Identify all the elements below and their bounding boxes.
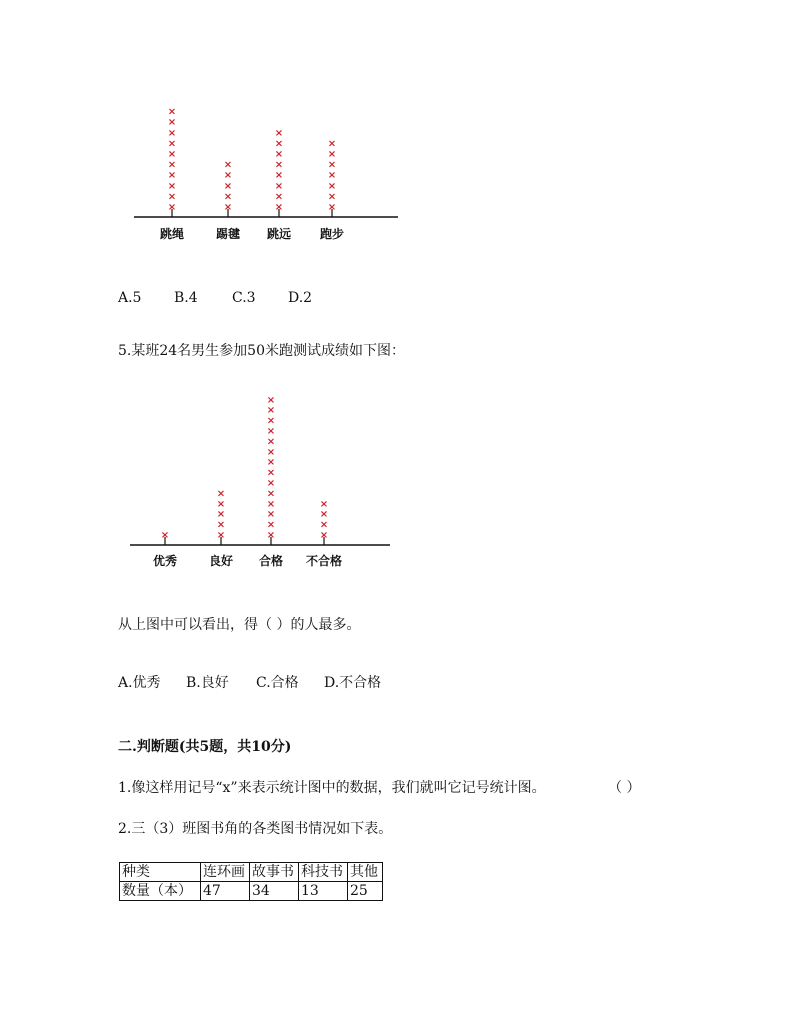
chart1-marker: ×: [327, 159, 337, 171]
chart2-marker: ×: [160, 530, 170, 541]
section2-q1-answer-blank[interactable]: （ ）: [608, 780, 641, 796]
chart2-marker: ×: [266, 478, 276, 489]
chart2-category-label: 优秀: [152, 554, 178, 568]
q4-option-b[interactable]: B.4: [174, 290, 198, 306]
chart2-marker: ×: [319, 498, 329, 510]
table-cell: 连环画: [201, 863, 250, 882]
chart2-category-label: 合格: [258, 554, 284, 568]
table-cell: 数量（本）: [120, 882, 201, 901]
chart2-marker: ×: [266, 436, 276, 448]
chart2-marker: ×: [266, 457, 276, 469]
chart1-marker: ×: [167, 149, 177, 160]
chart1-marker: ×: [327, 180, 337, 192]
q4-option-c[interactable]: C.3: [232, 290, 256, 306]
chart2-category-label: 良好: [208, 554, 234, 568]
chart1-marker: ×: [167, 180, 177, 192]
table-header-row: [120, 863, 383, 882]
chart2-marker: ×: [319, 530, 329, 541]
table-row: [120, 882, 383, 901]
chart1-marker: ×: [167, 202, 177, 213]
chart1-marker: ×: [167, 127, 177, 139]
chart2-category-label: 不合格: [305, 554, 343, 568]
chart1-marker: ×: [223, 191, 233, 203]
chart1-marker: ×: [167, 170, 177, 182]
chart1-marker: ×: [327, 170, 337, 182]
chart1-marker: ×: [223, 159, 233, 171]
q5-option-d[interactable]: D.不合格: [324, 675, 382, 691]
chart1-marker: ×: [327, 191, 337, 203]
chart2-marker: ×: [266, 519, 276, 531]
section2-q1: 1.像这样用记号“x”来表示统计图中的数据，我们就叫它记号统计图。: [118, 780, 546, 796]
chart2-marker: ×: [266, 405, 276, 417]
chart1-marker: ×: [327, 202, 337, 213]
chart2-marker: ×: [216, 530, 226, 541]
book-table: [119, 862, 383, 901]
chart1-marker: ×: [274, 127, 284, 139]
chart1-marker: ×: [274, 180, 284, 192]
chart1-category-label: 跳远: [266, 227, 292, 241]
chart1-marker: ×: [274, 138, 284, 150]
chart1-marker: ×: [274, 191, 284, 203]
table-cell: 13: [299, 882, 348, 901]
chart2-marker: ×: [266, 415, 276, 427]
chart1-marker: ×: [327, 138, 337, 150]
table-cell: 25: [348, 882, 383, 901]
table-cell: 种类: [120, 863, 201, 882]
chart1-marker: ×: [274, 159, 284, 171]
chart2-marker: ×: [319, 519, 329, 531]
chart2-marker: ×: [266, 446, 276, 458]
chart1-marker: ×: [223, 180, 233, 192]
chart2-marker: ×: [216, 498, 226, 510]
chart2-marker: ×: [266, 530, 276, 541]
chart1-marker: ×: [167, 138, 177, 150]
q5-question: 从上图中可以看出，得（ ）的人最多。: [118, 617, 361, 633]
table-cell: 其他: [348, 863, 383, 882]
chart1-marker: ×: [327, 149, 337, 160]
chart1-marker: ×: [167, 191, 177, 203]
chart1-marker: ×: [167, 159, 177, 171]
chart2-marker: ×: [216, 488, 226, 500]
table-cell: 故事书: [250, 863, 299, 882]
table-cell: 47: [201, 882, 250, 901]
chart2-marker: ×: [216, 509, 226, 521]
q5-option-a[interactable]: A.优秀: [118, 675, 161, 691]
chart1-category-label: 踢毽: [215, 227, 241, 241]
section2-heading: 二.判断题(共5题，共10分): [118, 739, 292, 755]
q5-stem: 5.某班24名男生参加50米跑测试成绩如下图：: [118, 343, 405, 359]
chart1-marker: ×: [223, 170, 233, 182]
q5-option-b[interactable]: B.良好: [186, 675, 229, 691]
chart1-marker: ×: [167, 117, 177, 129]
chart1-marker: ×: [274, 149, 284, 160]
chart2-marker: ×: [266, 498, 276, 510]
chart2-marker: ×: [266, 467, 276, 479]
chart2-marker: ×: [266, 426, 276, 437]
table-cell: 34: [250, 882, 299, 901]
section2-q2: 2.三（3）班图书角的各类图书情况如下表。: [118, 821, 393, 837]
chart1-marker: ×: [223, 202, 233, 213]
chart1-category-label: 跳绳: [159, 227, 185, 241]
chart1-category-label: 跑步: [319, 227, 345, 241]
table-cell: 科技书: [299, 863, 348, 882]
chart2-marker: ×: [266, 509, 276, 521]
chart1-marker: ×: [274, 170, 284, 182]
chart2-marker: ×: [266, 488, 276, 500]
chart2-marker: ×: [319, 509, 329, 521]
q4-option-d[interactable]: D.2: [288, 290, 313, 306]
q4-option-a[interactable]: A.5: [118, 290, 142, 306]
chart1-marker: ×: [167, 106, 177, 118]
chart2-marker: ×: [266, 394, 276, 406]
chart1-marker: ×: [274, 202, 284, 213]
q5-option-c[interactable]: C.合格: [256, 675, 299, 691]
chart2-marker: ×: [216, 519, 226, 531]
